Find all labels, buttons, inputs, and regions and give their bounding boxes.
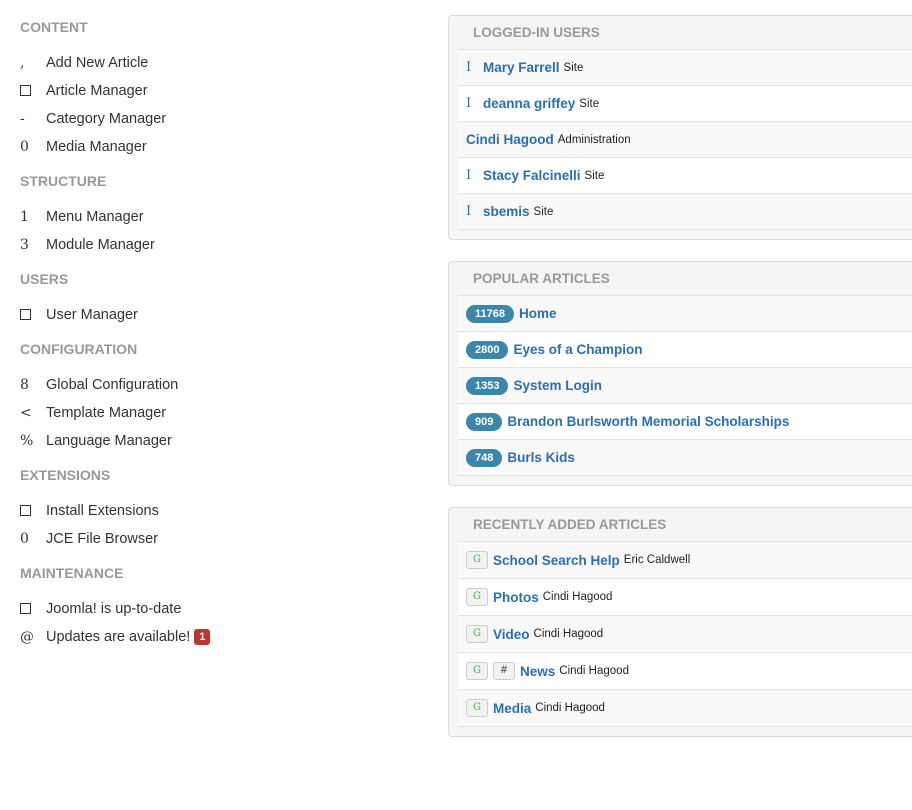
updates-count-badge: 1 xyxy=(194,629,210,645)
user-name-link[interactable]: deanna griffey xyxy=(483,96,576,111)
published-tag-icon: G xyxy=(466,551,488,569)
article-author: Cindi Hagood xyxy=(533,628,604,640)
user-client: Site xyxy=(584,169,605,182)
article-title-link[interactable]: Burls Kids xyxy=(507,450,575,465)
published-tag-icon: G xyxy=(466,625,488,643)
list-item xyxy=(458,296,912,332)
module-title: RECENTLY ADDED ARTICLES xyxy=(458,508,912,542)
list-item xyxy=(458,122,912,158)
article-title-link[interactable]: Home xyxy=(518,306,557,321)
list-item xyxy=(458,194,912,230)
nav-item-label: Template Manager xyxy=(46,405,167,421)
list-item xyxy=(458,616,912,653)
nav-item-add-new-article[interactable] xyxy=(20,49,420,77)
user-client: Site xyxy=(533,205,554,218)
nav-item-module-manager[interactable] xyxy=(20,231,420,259)
nav-group-structure xyxy=(20,172,420,259)
nav-item-label: Install Extensions xyxy=(46,503,159,519)
nav-item-jce-file-browser[interactable] xyxy=(20,525,420,553)
status-icon xyxy=(20,601,46,617)
hits-badge: 2800 xyxy=(466,341,508,359)
nav-item-menu-manager[interactable] xyxy=(20,203,420,231)
nav-item-label: Article Manager xyxy=(46,83,148,99)
list-item xyxy=(458,50,912,86)
hits-badge: 1353 xyxy=(466,377,508,395)
logged-in-users-module xyxy=(448,15,912,240)
article-title-link[interactable]: School Search Help xyxy=(493,552,620,568)
nav-group-configuration xyxy=(20,340,420,455)
hits-badge: 909 xyxy=(466,413,502,431)
nav-item-label: Menu Manager xyxy=(46,209,144,225)
nav-item-label: Add New Article xyxy=(46,55,149,71)
list-item xyxy=(458,404,912,440)
article-author: Cindi Hagood xyxy=(559,665,629,677)
file-browser-icon: 0 xyxy=(20,531,29,547)
recent-articles-list xyxy=(458,542,912,727)
user-name-link[interactable]: Cindi Hagood xyxy=(466,132,554,147)
article-title-link[interactable]: Video xyxy=(493,626,530,642)
article-author: Cindi Hagood xyxy=(535,702,605,714)
sidebar-menu xyxy=(20,18,420,662)
nav-item-label: Module Manager xyxy=(46,237,155,253)
nav-item-label: Joomla! is up-to-date xyxy=(46,601,182,617)
user-icon: I xyxy=(466,60,472,75)
nav-item-media-manager[interactable] xyxy=(20,133,420,161)
nav-item-label: Media Manager xyxy=(46,139,147,155)
recent-articles-module xyxy=(448,507,912,737)
nav-item-global-configuration[interactable] xyxy=(20,371,420,399)
article-title-link[interactable]: System Login xyxy=(513,378,602,393)
language-icon: % xyxy=(20,433,34,449)
published-tag-icon: G xyxy=(466,662,488,680)
user-name-link[interactable]: sbemis xyxy=(483,204,530,219)
nav-group-content xyxy=(20,18,420,161)
user-manager-icon xyxy=(20,307,46,323)
nav-item-article-manager[interactable] xyxy=(20,77,420,105)
nav-group-maintenance xyxy=(20,564,420,651)
config-icon: 8 xyxy=(20,377,29,393)
article-title-link[interactable]: Media xyxy=(493,700,532,716)
article-title-link[interactable]: Brandon Burlsworth Memorial Scholarships xyxy=(507,414,790,429)
nav-header: CONTENT xyxy=(20,19,88,35)
hits-badge: 11768 xyxy=(466,305,514,323)
module-title: POPULAR ARTICLES xyxy=(458,262,912,296)
nav-item-label: Category Manager xyxy=(46,111,167,127)
nav-header: STRUCTURE xyxy=(20,173,107,189)
list-item xyxy=(458,440,912,476)
list-item xyxy=(458,653,912,690)
nav-item-label: JCE File Browser xyxy=(46,531,158,547)
nav-group-users xyxy=(20,270,420,329)
user-icon: I xyxy=(466,168,472,183)
user-client: Site xyxy=(579,97,600,110)
nav-header: EXTENSIONS xyxy=(20,467,111,483)
updates-icon: @ xyxy=(20,629,34,645)
user-name-link[interactable]: Mary Farrell xyxy=(483,60,560,75)
list-item xyxy=(458,579,912,616)
add-article-icon: , xyxy=(20,55,25,71)
nav-item-joomla-up-to-date[interactable] xyxy=(20,595,420,623)
template-icon: < xyxy=(20,405,32,421)
popular-articles-list xyxy=(458,296,912,476)
nav-item-label: Updates are available! xyxy=(46,629,191,645)
nav-item-label: Global Configuration xyxy=(46,377,179,393)
published-tag-icon: G xyxy=(466,699,488,717)
list-item xyxy=(458,332,912,368)
nav-item-label: Language Manager xyxy=(46,433,172,449)
user-icon: I xyxy=(466,204,472,219)
menu-icon: 1 xyxy=(20,209,29,225)
module-title: LOGGED-IN USERS xyxy=(458,16,912,50)
nav-header: CONFIGURATION xyxy=(20,341,138,357)
nav-item-category-manager[interactable] xyxy=(20,105,420,133)
featured-tag-icon: # xyxy=(493,662,515,680)
user-client: Site xyxy=(563,61,584,74)
article-author: Eric Caldwell xyxy=(623,554,691,566)
logged-in-users-list xyxy=(458,50,912,230)
article-title-link[interactable]: Photos xyxy=(493,589,539,605)
list-item xyxy=(458,690,912,727)
nav-item-language-manager[interactable] xyxy=(20,427,420,455)
user-name-link[interactable]: Stacy Falcinelli xyxy=(483,168,581,183)
popular-articles-module xyxy=(448,261,912,486)
user-icon: I xyxy=(466,96,472,111)
nav-header: USERS xyxy=(20,271,69,287)
nav-item-install-extensions[interactable] xyxy=(20,497,420,525)
nav-item-updates-available[interactable] xyxy=(20,623,420,651)
article-author: Cindi Hagood xyxy=(542,591,613,603)
list-item xyxy=(458,158,912,194)
user-client: Administration xyxy=(557,133,631,146)
nav-header: MAINTENANCE xyxy=(20,565,124,581)
article-title-link[interactable]: News xyxy=(520,663,556,679)
list-item xyxy=(458,86,912,122)
module-icon: 3 xyxy=(20,237,29,253)
media-icon: 0 xyxy=(20,139,29,155)
install-icon xyxy=(20,503,46,519)
category-icon: - xyxy=(20,111,25,127)
list-item xyxy=(458,368,912,404)
list-item xyxy=(458,542,912,579)
article-title-link[interactable]: Eyes of a Champion xyxy=(513,342,643,357)
published-tag-icon: G xyxy=(466,588,488,606)
nav-item-template-manager[interactable] xyxy=(20,399,420,427)
nav-item-label: User Manager xyxy=(46,307,138,323)
nav-group-extensions xyxy=(20,466,420,553)
nav-item-user-manager[interactable] xyxy=(20,301,420,329)
hits-badge: 748 xyxy=(466,449,502,467)
article-manager-icon xyxy=(20,83,46,99)
